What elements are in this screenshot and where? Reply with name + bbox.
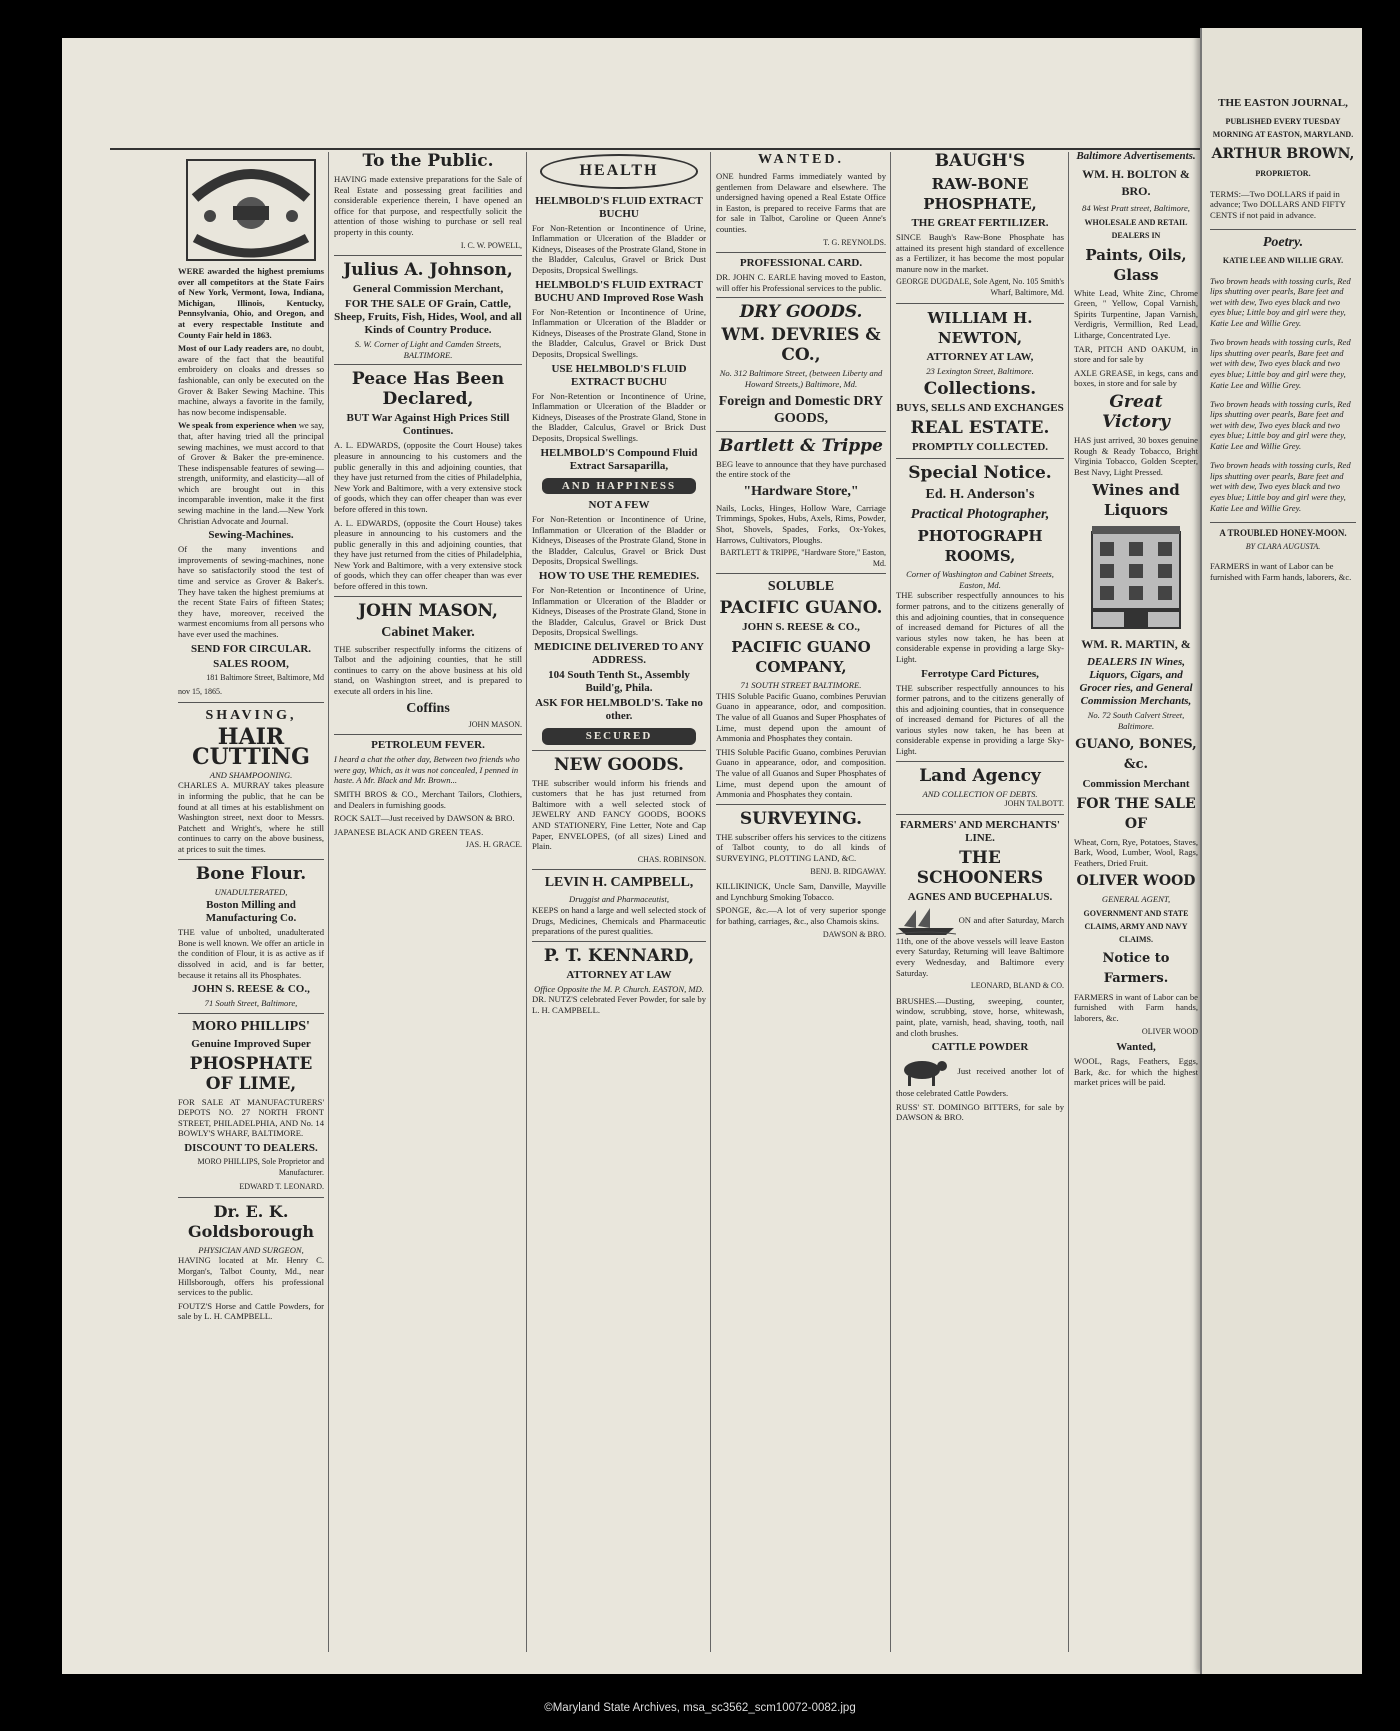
ferrotype-heading: Ferrotype Card Pictures, <box>921 667 1039 680</box>
public-heading: To the Public. <box>362 151 494 171</box>
mason-heading: JOHN MASON, <box>358 600 498 621</box>
use-helmbold-heading: USE HELMBOLD'S FLUID EXTRACT BUCHU <box>551 362 687 388</box>
oliver-wood-body: GOVERNMENT AND STATE CLAIMS, ARMY AND NAVY CLAIMS. <box>1083 908 1189 944</box>
pacific-guano-heading: PACIFIC GUANO. <box>719 598 883 619</box>
devries-address: No. 312 Baltimore Street, (between Liberty and Howard Streets,) Baltimore, Md. <box>719 368 883 389</box>
experience-body: we say, that, after having tried all the principal sewing machines, we must accord to that of Grover & Baker the pre-eminence. These indispensable features of sewing—strength, uniformity, and elasticity—all of which are brought out in this incomparable invention, make it the first sewing machine in the land.—New York Christian Advocate and Journal. <box>178 420 324 526</box>
photographer-heading: Practical Photographer, <box>910 507 1050 523</box>
russ-notice: RUSS' ST. DOMINGO BITTERS, for sale by DAWSON & BRO. <box>896 1101 1064 1123</box>
separator <box>532 869 706 870</box>
newton-heading: WILLIAM H. NEWTON, <box>927 308 1033 347</box>
powell-signature: I. C. W. POWELL, <box>460 240 522 250</box>
public-body: HAVING made extensive preparations for the Sale of Real Estate and possessing great facilities and considerable experience therein, I have opened an office for that purpose, and respectfully solicit the attention of those wishing to purchase or sell real property in this county. <box>334 174 522 237</box>
farmers-merchants-line: FARMERS' AND MERCHANTS' LINE. <box>900 818 1060 844</box>
story-author: BY CLARA AUGUSTA. <box>1245 541 1321 551</box>
for-sale-body: Wheat, Corn, Rye, Potatoes, Staves, Bark, Wood, Lumber, Wool, Rags, Feathers, Dried Fruit. <box>1074 836 1198 868</box>
johnson-body: FOR THE SALE OF Grain, Cattle, Sheep, Fruits, Fish, Hides, Wool, and all Kinds of Country Produce. <box>334 298 522 337</box>
poem-text-2: Two brown heads with tossing curls, Red lips shutting over pearls, Bare feet and wet with dew, Two eyes black and two eyes blue; Little boy and girl were they, Katie Lee and Willie Grey. <box>1210 337 1351 390</box>
salesroom-label: SALES ROOM, <box>213 657 289 670</box>
foutz-notice: FOUTZ'S Horse and Cattle Powders, for sale by L. H. CAMPBELL. <box>178 1300 324 1322</box>
martin-heading: WM. R. MARTIN, & <box>1081 637 1191 652</box>
coffins-heading: Coffins <box>406 700 450 716</box>
soluble-heading: SOLUBLE <box>767 579 835 595</box>
separator <box>334 596 522 597</box>
goldsborough-body: HAVING located at Mr. Henry C. Morgan's, Talbot County, Md., near Hillsborough, offers his professional services to the public. <box>178 1255 324 1298</box>
separator <box>896 303 1064 304</box>
robinson-signature: CHAS. ROBINSON. <box>637 854 706 864</box>
campbell-body: KEEPS on hand a large and well selected stock of Drugs, Medicines, Chemicals and Pharmaceutic preparations of the purest qualities. <box>532 904 706 937</box>
collections-heading: Collections. <box>923 379 1037 400</box>
story-body: FARMERS in want of Labor can be furnished with Farm hands, laborers, &c. <box>1210 561 1352 582</box>
ridgaway-signature: BENJ. B. RIDGAWAY. <box>810 866 886 876</box>
special-notice-heading: Special Notice. <box>908 463 1052 484</box>
anderson-body-2: THE subscriber respectfully announces to his former patrons, and to the citizens generally of this and adjoining counties, that in consequence of increased demand for Pictures of all the various styles now taken, he has been at considerable expense in providing a large Sky-Light. <box>896 682 1064 757</box>
hardware-store: "Hardware Store," <box>743 483 859 499</box>
column-rule <box>710 152 711 1652</box>
peace-body: A. L. EDWARDS, (opposite the Court House) takes pleasure in announcing to his customers and the public generally in this and adjoining counties, that they have just returned from the cities of Philadelphia, New York and Baltimore, with a very extensive stock of goods, which they can offer cheaper than was ever before offered in this town. <box>334 440 522 514</box>
poem-text-3: Two brown heads with tossing curls, Red lips shutting over pearls, Bare feet and wet with dew, Two eyes black and two eyes blue; Little boy and girl were they, Katie Lee and Willie Grey. <box>1210 398 1351 452</box>
sponge-notice: SPONGE, &c.—A lot of very superior sponge for bathing, carriages, &c., also Chamois skins. <box>716 905 886 926</box>
separator <box>716 252 886 253</box>
ad-date: nov 15, 1865. <box>178 687 222 697</box>
helmbold-sub: HELMBOLD'S FLUID EXTRACT BUCHU <box>535 194 703 220</box>
salesroom-address: 181 Baltimore Street, Baltimore, Md <box>206 672 324 682</box>
phosphate-heading: PHOSPHATE OF LIME, <box>189 1053 313 1094</box>
bolton-address: 84 West Pratt street, Baltimore, <box>1082 203 1190 213</box>
goldsborough-heading: Dr. E. K. Goldsborough <box>187 1201 315 1241</box>
wines-heading: Wines and Liquors <box>1092 481 1180 520</box>
peace-sub: BUT War Against High Prices Still Continues. <box>346 412 510 438</box>
mason-body: THE subscriber respectfully informs the citizens of Talbot and the adjoining counties, that he still continues to carry on the above business at his old stand, on Washington street, and is prepared to execute all orders in his line. <box>334 643 522 697</box>
separator <box>1210 522 1356 523</box>
johnson-heading: Julius A. Johnson, <box>343 260 513 281</box>
moro-heading: MORO PHILLIPS' <box>192 1018 310 1034</box>
moro-discount: DISCOUNT TO DEALERS. <box>184 1142 318 1155</box>
schooners-heading: THE SCHOONERS <box>916 847 1044 888</box>
ladies-body: no doubt, aware of the fact that the beautiful embroidery on cloaks and dresses so fashionable, can only be executed on the Grover & Baker Sewing Machine. This machine, always a favorite in the family, has now become indispensable. <box>178 343 324 417</box>
helmbold-body-4: For Non-Retention or Incontinence of Urine, Inflammation or Ulceration of the Bladder or Kidneys, Diseases of the Prostrate Gland, Stone in the Bladder, Calculus, Gravel or Brick Dust Deposits, Dropsical Swellings. <box>532 514 706 567</box>
agnes-bucephalus: AGNES AND BUCEPHALUS. <box>907 890 1053 903</box>
separator <box>178 702 324 703</box>
helmbold-body-5: For Non-Retention or Incontinence of Urine, Inflammation or Ulceration of the Bladder or Kidneys, Diseases of the Prostrate Gland, Stone in the Bladder, Calculus, Gravel or Brick Dust Deposits, Dropsical Swellings. <box>532 585 706 638</box>
petroleum-poem: I heard a chat the other day, Between two friends who were gay, Which, as it was not concealed, I penned in haste. A Mr. Black and Mr. Brown... <box>334 754 520 786</box>
separator <box>334 734 522 735</box>
martin-address: No. 72 South Calvert Street, Baltimore. <box>1087 710 1185 731</box>
column-rule <box>1068 152 1069 1652</box>
cattle-body: Just received another lot of those celebrated Cattle Powders. <box>896 1066 1064 1099</box>
commission-heading: Commission Merchant <box>1082 777 1190 790</box>
bone-flour-sub: UNADULTERATED, <box>214 886 288 897</box>
remedies-heading: HOW TO USE THE REMEDIES. <box>538 570 700 583</box>
shaving-heading: SHAVING, <box>205 707 297 723</box>
bolton-heading: WM. H. BOLTON & BRO. <box>1082 167 1190 198</box>
for-sale-heading: FOR THE SALE OF <box>1076 795 1196 832</box>
column-3 <box>532 148 706 1648</box>
land-agency-heading: Land Agency <box>919 765 1041 786</box>
mason-signature: JOHN MASON. <box>468 719 522 729</box>
mason-sub: Cabinet Maker. <box>381 624 475 640</box>
new-goods-heading: NEW GOODS. <box>554 754 684 775</box>
japanese-tea-notice: JAPANESE BLACK AND GREEN TEAS. <box>334 826 484 837</box>
wanted-heading: WANTED. <box>758 152 844 167</box>
grover-body: WERE awarded the highest premiums over all competitors at the State Fairs of New York, Vermont, Iowa, Indiana, Michigan, Illinois, Kentucky, Pennsylvania, Ohio, and Oregon, and at every respectable Institute and County Fair held in 1863. <box>178 266 324 340</box>
separator <box>896 761 1064 762</box>
bartlett-heading: Bartlett & Trippe <box>719 435 883 456</box>
secured-banner: SECURED <box>542 728 696 745</box>
anderson-body: THE subscriber respectfully announces to his former patrons, and to the citizens generally of this and adjoining counties, that in consequence of increased demand for Pictures of all the various styles now taken, he has been at considerable expense in providing a large Sky-Light. <box>896 590 1064 664</box>
tar-notice: TAR, PITCH AND OAKUM, in store and for sale by <box>1074 343 1198 365</box>
peace-heading: Peace Has Been Declared, <box>351 369 505 410</box>
sewing-heading: Sewing-Machines. <box>208 529 294 542</box>
hardware-list: Nails, Locks, Hinges, Hollow Ware, Carriage Trimmings, Spokes, Hubs, Axels, Rims, Powder, Shot, Shovels, Spades, Forks, Ox-Yokes, Harrows, Cultivators, Ploughs. <box>716 502 886 545</box>
story-title: A TROUBLED HONEY-MOON. <box>1219 527 1347 538</box>
medicine-delivery: MEDICINE DELIVERED TO ANY ADDRESS. <box>534 641 704 667</box>
journal-terms: TERMS:—Two DOLLARS if paid in advance; Two DOLLARS AND FIFTY CENTS if not paid in advance. <box>1210 188 1346 220</box>
victory-heading: Great Victory <box>1102 391 1170 432</box>
separator <box>178 1013 324 1014</box>
foreign-domestic: Foreign and Domestic DRY GOODS, <box>718 393 884 426</box>
not-a-few: NOT A FEW <box>588 499 650 512</box>
separator <box>532 941 706 942</box>
poem-text: Two brown heads with tossing curls, Red lips shutting over pearls, Bare feet and wet with dew, Two eyes black and two eyes blue; Little boy and girl were they, Katie Lee and Willie Grey. <box>1210 275 1351 328</box>
victory-body: HAS just arrived, 30 boxes genuine Rough & Ready Tobacco, Bright Virginia Tobacco, Golden Scepter, Best Navy, Light Pressed. <box>1074 434 1198 477</box>
paints-list: White Lead, White Zinc, Chrome Green, " Yellow, Copal Varnish, Spirits Turpentine, Japan Varnish, Verdigris, Vermillion, Red Lead, Litharge, Concentrated Lye. <box>1074 287 1198 340</box>
paints-heading: Paints, Oils, Glass <box>1085 245 1187 284</box>
anderson-heading: Ed. H. Anderson's <box>925 487 1035 503</box>
separator <box>532 750 706 751</box>
oliver-wood-signature: OLIVER WOOD <box>1141 1026 1198 1036</box>
separator <box>716 431 886 432</box>
oliver-wood-sub: GENERAL AGENT, <box>1101 894 1171 905</box>
kennard-sub: ATTORNEY AT LAW <box>566 968 672 981</box>
separator <box>716 297 886 298</box>
pacific-guano-company: PACIFIC GUANO COMPANY, <box>731 638 871 677</box>
devries-heading: WM. DEVRIES & CO., <box>721 325 881 366</box>
separator <box>334 255 522 256</box>
new-goods-body: THE subscriber would inform his friends and customers that he has just returned from Baltimore with a well selected stock of JEWELRY AND FANCY GOODS, BOOKS AND STATIONERY, Fine Letter, Note and Cap Paper, ENVELOPES, (of all sizes) Lined and Plain. <box>532 777 706 852</box>
johnson-address: S. W. Corner of Light and Camden Streets, BALTIMORE. <box>354 339 502 360</box>
petroleum-heading: PETROLEUM FEVER. <box>371 739 485 752</box>
farmers-notice-heading: Notice to Farmers. <box>1102 950 1170 986</box>
rose-wash-heading: HELMBOLD'S FLUID EXTRACT BUCHU AND Improved Rose Wash <box>534 278 704 304</box>
wanted-small-heading: Wanted, <box>1116 1041 1156 1054</box>
baugh-body: SINCE Baugh's Raw-Bone Phosphate has attained its present high standard of excellence as a Fertilizer, it has become the most popular manure now in the market. <box>896 232 1064 274</box>
surveying-body: THE subscriber offers his services to the citizens of Talbot county, to do all kinds of SURVEYING, PLOTTING LAND, &C. <box>716 831 886 863</box>
proprietor-label: PROPRIETOR. <box>1255 169 1311 178</box>
experience-heading: We speak from experience when <box>178 420 297 431</box>
arthur-brown: ARTHUR BROWN, <box>1211 146 1355 162</box>
adjacent-page <box>1200 28 1362 1674</box>
moro-body: FOR SALE AT MANUFACTURERS' DEPOTS NO. 27 NORTH FRONT STREET, PHILADELPHIA, AND No. 14 BOWLY'S WHARF, BALTIMORE. <box>178 1096 324 1139</box>
professional-card-heading: PROFESSIONAL CARD. <box>739 257 863 270</box>
great-fertilizer: THE GREAT FERTILIZER. <box>911 217 1049 229</box>
adjacent-page-text <box>1210 92 1356 591</box>
poem-title: KATIE LEE AND WILLIE GRAY. <box>1222 255 1344 265</box>
pacific-body: THIS Soluble Pacific Guano, combines Peruvian Guano in appearance, odor, and composition. The value of all Guanos and Super Phosphates of Lime, must depend upon the amount of Ammonia and Phosphates they contain. <box>716 690 886 744</box>
poem-text-4: Two brown heads with tossing curls, Red lips shutting over pearls, Bare feet and wet with dew, Two eyes black and two eyes blue; Little boy and girl were they, Katie Lee and Willie Grey. <box>1210 460 1351 513</box>
cattle-powder-heading: CATTLE POWDER <box>931 1041 1029 1054</box>
column-6 <box>1074 148 1198 1648</box>
talbott-signature: JOHN TALBOTT. <box>1004 799 1064 809</box>
schooner-illustration <box>896 906 956 936</box>
bartlett-signature: BARTLETT & TRIPPE, "Hardware Store," Easton, Md. <box>720 548 886 568</box>
happiness-banner: AND HAPPINESS <box>542 478 696 495</box>
journal-published: PUBLISHED EVERY TUESDAY MORNING AT EASTON, MARYLAND. <box>1212 117 1354 139</box>
campbell-sub: Druggist and Pharmaceutist, <box>568 894 670 905</box>
goldsborough-sub: PHYSICIAN AND SURGEON, <box>198 1244 304 1255</box>
separator <box>1210 229 1356 230</box>
shampoo-subheading: AND SHAMPOONING. <box>209 769 293 780</box>
column-rule <box>526 152 527 1652</box>
rock-salt-notice: ROCK SALT—Just received by DAWSON & BRO. <box>334 813 515 824</box>
column-4 <box>716 148 886 1648</box>
bolton-sub: WHOLESALE AND RETAIL DEALERS IN <box>1084 217 1188 240</box>
reese-agents: JOHN S. REESE & CO., <box>742 621 860 634</box>
land-agency-sub: AND COLLECTION OF DEBTS. <box>922 788 1038 799</box>
separator <box>896 458 1064 459</box>
farmers-notice-body: FARMERS in want of Labor can be furnished with Farm hands, laborers, &c. <box>1074 991 1198 1024</box>
newton-address: 23 Lexington Street, Baltimore. <box>926 365 1034 376</box>
health-oval: HEALTH <box>540 154 698 189</box>
hair-cutting-heading: HAIR CUTTING <box>192 723 310 770</box>
grace-signature: JAS. H. GRACE. <box>465 840 522 850</box>
reynolds-signature: T. G. REYNOLDS. <box>823 237 886 247</box>
pacific-address: 71 SOUTH STREET BALTIMORE. <box>740 680 862 691</box>
raw-bone-heading: RAW-BONE PHOSPHATE, <box>923 175 1037 213</box>
column-rule <box>890 152 891 1652</box>
martin-sub: DEALERS IN Wines, Liquors, Cigars, and Grocer ries, and General Commission Merchants, <box>1079 656 1193 708</box>
bone-flour-body: THE value of unbolted, unadulterated Bone is well known. We offer an article in the condition of Flour, it is as active as if dissolved in acid, and is far better, because it retains all its Phosphates. <box>178 927 324 980</box>
separator <box>178 859 324 860</box>
dugdale-signature: GEORGE DUGDALE, Sole Agent, No. 105 Smith's Wharf, Baltimore, Md. <box>896 277 1064 297</box>
sarsaparilla-heading: HELMBOLD'S Compound Fluid Extract Sarsaparilla, <box>540 446 698 472</box>
pacific-body-2: THIS Soluble Pacific Guano, combines Peruvian Guano in appearance, odor, and composition. The value of all Guanos and Super Phosphates of Lime, must depend upon the amount of Ammonia and Phosphates they contain. <box>716 746 886 800</box>
separator <box>178 1197 324 1198</box>
helmbold-body-2: For Non-Retention or Incontinence of Urine, Inflammation or Ulceration of the Bladder or Kidneys, Diseases of the Prostrate Gland, Stone in the Bladder, Calculus, Gravel or Brick Dust Deposits, Dropsical Swellings. <box>532 306 706 359</box>
campbell-heading: LEVIN H. CAMPBELL, <box>544 875 694 891</box>
photograph-rooms: PHOTOGRAPH ROOMS, <box>917 527 1043 566</box>
column-1 <box>178 156 324 1656</box>
kennard-heading: P. T. KENNARD, <box>543 945 695 966</box>
surveying-heading: SURVEYING. <box>739 808 863 829</box>
ladies-heading: Most of our Lady readers are, <box>178 343 289 354</box>
poetry-heading: Poetry. <box>1262 234 1304 250</box>
helmbold-body-3: For Non-Retention or Incontinence of Urine, Inflammation or Ulceration of the Bladder or Kidneys, Diseases of the Prostrate Gland, Stone in the Bladder, Calculus, Gravel or Brick Dust Deposits, Dropsical Swellings. <box>532 390 706 443</box>
anderson-address: Corner of Washington and Cabinet Streets, Easton, Md. <box>906 569 1054 590</box>
axle-notice: AXLE GREASE, in kegs, cans and boxes, in store and for sale by <box>1074 367 1198 389</box>
newton-sub: ATTORNEY AT LAW, <box>926 350 1034 363</box>
peace-body-more: A. L. EDWARDS, (opposite the Court House) takes pleasure in announcing to his customers and the public generally in this and adjoining counties, that they have just returned from the cities of Philadelphia, New York and Baltimore, with a very extensive stock of goods, which they can offer cheaper than was ever before offered in this town. <box>334 517 522 592</box>
baltimore-ads-heading: Baltimore Advertisements. <box>1076 150 1196 162</box>
dry-goods-heading: DRY GOODS. <box>739 302 863 323</box>
bone-flour-heading: Bone Flour. <box>195 863 307 884</box>
journal-title: THE EASTON JOURNAL, <box>1218 97 1348 109</box>
smith-notice: SMITH BROS & CO., Merchant Tailors, Clothiers, and Dealers in furnishing goods. <box>334 789 522 810</box>
johnson-sub: General Commission Merchant, <box>352 283 504 296</box>
cow-illustration <box>896 1056 952 1088</box>
kinnick-notice: KILLIKINICK, Uncle Sam, Danville, Mayville and Lynchburg Smoking Tobacco. <box>716 881 886 902</box>
buys-sells: BUYS, SELLS AND EXCHANGES <box>896 402 1064 415</box>
separator <box>716 804 886 805</box>
reese-name: JOHN S. REESE & CO., <box>192 983 310 996</box>
moro-signature: MORO PHILLIPS, Sole Proprietor and Manufacturer. <box>197 1157 324 1177</box>
professional-card-body: DR. JOHN C. EARLE having moved to Easton, will offer his Professional services to the public. <box>716 272 886 293</box>
wanted-body: ONE hundred Farms immediately wanted by gentlemen from Delaware and elsewhere. The undersigned having opened a Real Estate Office in Easton, is prepared to receive Farms that are for sale in Talbot, Caroline or Queen Anne's counties. <box>716 171 886 234</box>
dawson-signature: DAWSON & BRO. <box>822 929 886 939</box>
boston-milling: Boston Milling and Manufacturing Co. <box>205 899 297 925</box>
murray-body: CHARLES A. MURRAY takes pleasure in informing the public, that he can be found at all times at his establishment on Washington street, next door to Messrs. Patchett and Wright's, where he still continues to carry on the above business, at prices to suit the times. <box>178 780 324 854</box>
column-2 <box>334 148 522 1648</box>
oliver-wood-heading: OLIVER WOOD <box>1076 873 1196 890</box>
moro-sub: Genuine Improved Super <box>191 1037 311 1050</box>
baugh-heading: BAUGH'S <box>934 151 1026 171</box>
wanted-small-body: WOOL, Rags, Feathers, Eggs, Bark, &c. for which the highest market prices will be paid. <box>1074 1056 1198 1088</box>
kennard-address: Office Opposite the M. P. Church. EASTON, MD. <box>534 983 704 994</box>
separator <box>896 814 1064 815</box>
leonard-signature: EDWARD T. LEONARD. <box>239 1182 324 1192</box>
circular-note: SEND FOR CIRCULAR. <box>190 642 312 655</box>
storefront-illustration <box>1084 524 1188 632</box>
separator <box>334 364 522 365</box>
real-estate-heading: REAL ESTATE. <box>910 418 1050 439</box>
bartlett-body: BEG leave to announce that they have purchased the entire stock of the <box>716 458 886 480</box>
sewing-body: Of the many inventions and improvements of sewing-machines, none have so satisfactorily stood the test of time and service as Grover & Baker's. They have taken the highest premiums at the recent State Fairs of fifteen States; they have, moreover, received the warmest encomiums from all persons who have ever used the machines. <box>178 544 324 639</box>
nutz-notice: DR. NUTZ'S celebrated Fever Powder, for sale by L. H. CAMPBELL. <box>532 994 706 1015</box>
leonard-bland-signature: LEONARD, BLAND & CO. <box>970 981 1064 991</box>
brushes-notice: BRUSHES.—Dusting, sweeping, counter, window, scrubbing, stove, horse, whitewash, paint, plate, varnish, head, shaving, tooth, nail and cloth brushes. <box>896 995 1064 1038</box>
separator <box>716 573 886 574</box>
reese-address: 71 South Street, Baltimore, <box>204 998 298 1009</box>
archive-caption: ©Maryland State Archives, msa_sc3562_scm10072-0082.jpg <box>544 1702 856 1714</box>
sewing-machine-illustration <box>185 158 317 262</box>
column-5 <box>896 148 1064 1648</box>
guano-heading: GUANO, BONES, &c. <box>1075 736 1197 772</box>
promptly-collected: PROMPTLY COLLECTED. <box>911 441 1049 454</box>
helmbold-depot: 104 South Tenth St., Assembly Build'g, Phila. <box>548 669 690 695</box>
ask-for-helmbold: ASK FOR HELMBOLD'S. Take no other. <box>535 697 703 723</box>
column-rule <box>328 152 329 1652</box>
helmbold-body: For Non-Retention or Incontinence of Urine, Inflammation or Ulceration of the Bladder or Kidneys, Diseases of the Prostrate Gland, Stone in the Bladder, Calculus, Gravel or Brick Dust Deposits, Dropsical Swellings. <box>532 222 706 275</box>
schooner-body: ON and after Saturday, March 11th, one of the above vessels will leave Easton every Saturday, Returning will leave Baltimore every Wednesday, and Baltimore every Saturday. <box>896 914 1064 978</box>
